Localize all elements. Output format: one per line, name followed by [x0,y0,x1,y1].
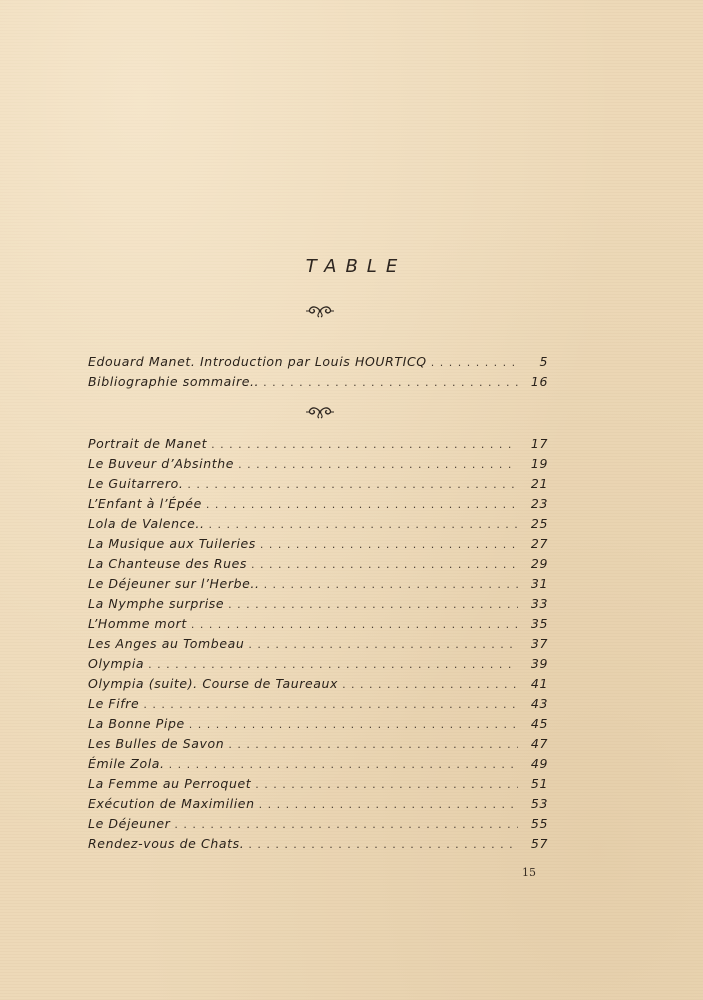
toc-entry [88,676,548,696]
dot-leader [263,376,518,389]
dot-leader [228,738,518,751]
toc-entry-page: 25 [530,516,548,531]
dot-leader [342,678,518,691]
toc-entry-page: 49 [530,756,548,771]
dot-leader [191,618,518,631]
toc-entry-title: Le Déjeuner [88,816,171,831]
dot-leader [248,838,518,851]
toc-entry [88,354,548,374]
toc-entry [88,716,548,736]
toc-entry [88,456,548,476]
toc-entry-page: 37 [530,636,548,651]
toc-entry-page: 19 [530,456,548,471]
toc-entry [88,776,548,796]
toc-entry-title: L’Homme mort [88,616,187,631]
toc-entry-page: 39 [530,656,548,671]
toc-entry-title: Le Guitarrero. [88,476,184,491]
toc-entry [88,596,548,616]
toc-entry-page: 21 [530,476,548,491]
toc-entry [88,374,548,394]
toc-entry-page: 47 [530,736,548,751]
toc-entry [88,736,548,756]
toc-entry-page: 57 [530,836,548,851]
toc-entry-page: 29 [530,556,548,571]
toc-entry [88,616,548,636]
toc-entry-title: Portrait de Manet [88,436,208,451]
dot-leader [431,356,518,369]
toc-entry-page: 51 [530,776,548,791]
dot-leader [264,578,518,591]
fleuron-icon [305,404,335,420]
dot-leader [238,458,518,471]
dot-leader [255,778,518,791]
toc-entry-page: 55 [530,816,548,831]
toc-entry-title: Bibliographie sommaire.. [88,374,260,389]
dot-leader [228,598,518,611]
toc-entry-page: 31 [530,576,548,591]
toc-entry [88,476,548,496]
toc-entry-title: Lola de Valence.. [88,516,205,531]
dot-leader [174,818,518,831]
toc-entry [88,796,548,816]
intro-contents-list [88,354,548,394]
plates-contents-list [88,436,548,856]
toc-entry-title: Émile Zola. [88,756,165,771]
toc-entry-page: 5 [539,354,548,369]
toc-entry-title: Rendez-vous de Chats. [88,836,245,851]
toc-entry-title: Le Déjeuner sur l’Herbe.. [88,576,260,591]
toc-entry-title: Le Buveur d’Absinthe [88,456,235,471]
toc-entry-page: 43 [530,696,548,711]
toc-entry [88,556,548,576]
toc-entry [88,496,548,516]
toc-entry-title: Les Bulles de Savon [88,736,225,751]
toc-entry-title: La Musique aux Tuileries [88,536,256,551]
toc-entry [88,816,548,836]
dot-leader [143,698,518,711]
page-number: 15 [522,866,536,879]
toc-entry [88,636,548,656]
toc-entry-page: 35 [530,616,548,631]
dot-leader [259,798,518,811]
toc-entry-page: 41 [530,676,548,691]
toc-entry [88,516,548,536]
dot-leader [206,498,518,511]
toc-entry-page: 27 [530,536,548,551]
toc-entry-title: La Bonne Pipe [88,716,185,731]
toc-entry-page: 33 [530,596,548,611]
toc-entry [88,576,548,596]
dot-leader [260,538,518,551]
toc-entry [88,696,548,716]
page-title: TABLE [305,256,407,277]
toc-entry-title: La Chanteuse des Rues [88,556,248,571]
dot-leader [169,758,518,771]
toc-entry [88,436,548,456]
toc-entry-title: La Nymphe surprise [88,596,225,611]
toc-entry-title: La Femme au Perroquet [88,776,252,791]
toc-entry [88,756,548,776]
toc-entry-title: L’Enfant à l’Épée [88,496,202,511]
toc-entry-title: Exécution de Maximilien [88,796,255,811]
fleuron-icon [305,303,335,319]
toc-entry [88,536,548,556]
toc-entry [88,656,548,676]
toc-entry-title: Edouard Manet. Introduction par Louis HOURTICQ [88,354,427,369]
toc-entry-page: 45 [530,716,548,731]
toc-entry [88,836,548,856]
toc-entry-title: Les Anges au Tombeau [88,636,245,651]
toc-entry-page: 17 [530,436,548,451]
toc-entry-page: 23 [530,496,548,511]
toc-entry-title: Le Fifre [88,696,140,711]
toc-entry-page: 16 [530,374,548,389]
toc-entry-title: Olympia [88,656,145,671]
dot-leader [211,438,518,451]
dot-leader [189,718,518,731]
dot-leader [209,518,518,531]
toc-entry-title: Olympia (suite). Course de Taureaux [88,676,339,691]
dot-leader [148,658,518,671]
toc-entry-page: 53 [530,796,548,811]
dot-leader [248,638,518,651]
dot-leader [187,478,518,491]
dot-leader [251,558,518,571]
